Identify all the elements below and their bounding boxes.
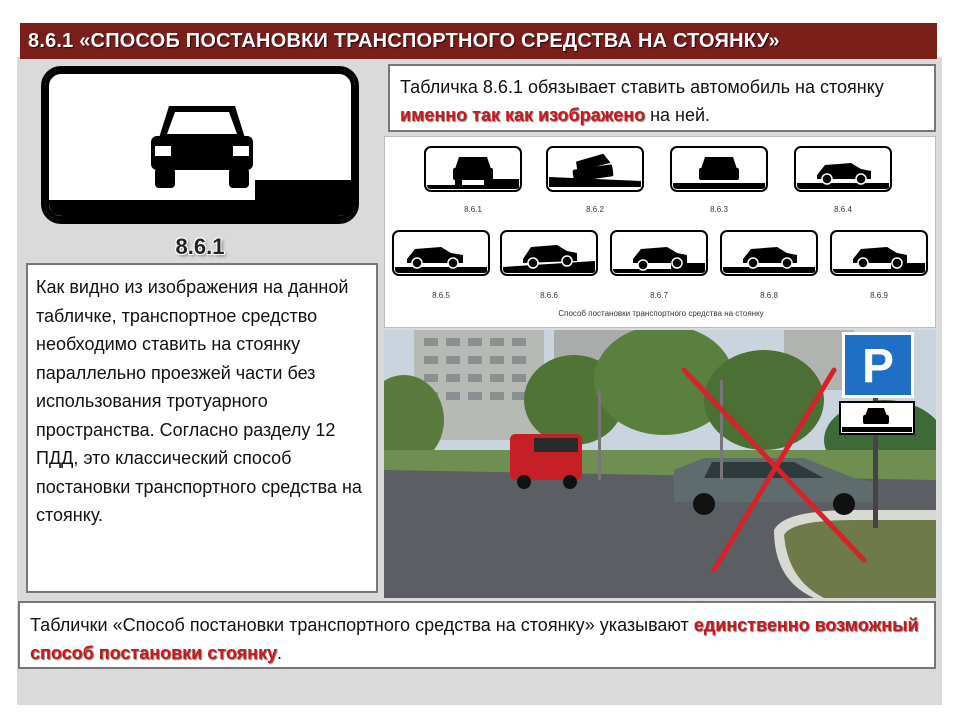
plate-label: 8.6.9 <box>870 291 888 300</box>
plate-label: 8.6.5 <box>432 291 450 300</box>
plate-8-6-7 <box>611 231 707 275</box>
plate-label: 8.6.4 <box>834 205 852 214</box>
parking-letter: P <box>861 340 895 393</box>
intro-text: Табличка 8.6.1 обязывает ставить автомобиль на стоянку <box>400 77 884 97</box>
plate-8-6-1 <box>425 147 521 191</box>
small-plate-icon <box>840 402 914 434</box>
plate-8-6-4 <box>795 147 891 191</box>
plate-8-6-3 <box>671 147 767 191</box>
explanation-box <box>26 263 378 593</box>
sign-code-label: 8.6.1 <box>175 234 225 259</box>
conclusion-text-end: . <box>276 643 282 663</box>
signs-table-graphics <box>385 137 937 329</box>
intro-text-end: на ней. <box>645 105 711 125</box>
sign-8-6-1 <box>41 66 359 224</box>
intro-box <box>388 64 936 132</box>
plate-label: 8.6.8 <box>760 291 778 300</box>
slide-title: 8.6.1 «СПОСОБ ПОСТАНОВКИ ТРАНСПОРТНОГО СРЕДСТВА НА СТОЯНКУ» <box>20 23 937 59</box>
signs-table-image <box>384 136 936 328</box>
conclusion-text: Таблички «Способ постановки транспортного средства на стоянку» указывают <box>30 615 694 635</box>
plate-label: 8.6.6 <box>540 291 558 300</box>
street-photo <box>384 330 936 598</box>
plate-8-6-8 <box>721 231 817 275</box>
plate-8-6-5 <box>393 231 489 275</box>
plate-label: 8.6.3 <box>710 205 728 214</box>
parking-sign-icon <box>842 332 914 398</box>
plate-8-6-6 <box>501 231 597 275</box>
signs-table-caption: Способ постановки транспортного средства на стоянку <box>558 309 764 318</box>
intro-highlight: именно так как изображено <box>400 105 646 125</box>
explanation-text: Как видно из изображения на данной табличке, транспортное средство необходимо ставить на стоянку параллельно проезжей части без использования тротуарного пространства. Согласно разделу 12 ПДД, это классический способ постановки транспортного средства на стоянку. <box>36 277 362 525</box>
plate-8-6-9 <box>831 231 927 275</box>
plate-8-6-2 <box>547 147 643 191</box>
plate-label: 8.6.2 <box>586 205 604 214</box>
conclusion-highlight: единственно возможный способ постановки стоянку <box>30 615 919 663</box>
plate-label: 8.6.1 <box>464 205 482 214</box>
conclusion-box <box>18 601 936 669</box>
plate-label: 8.6.7 <box>650 291 668 300</box>
